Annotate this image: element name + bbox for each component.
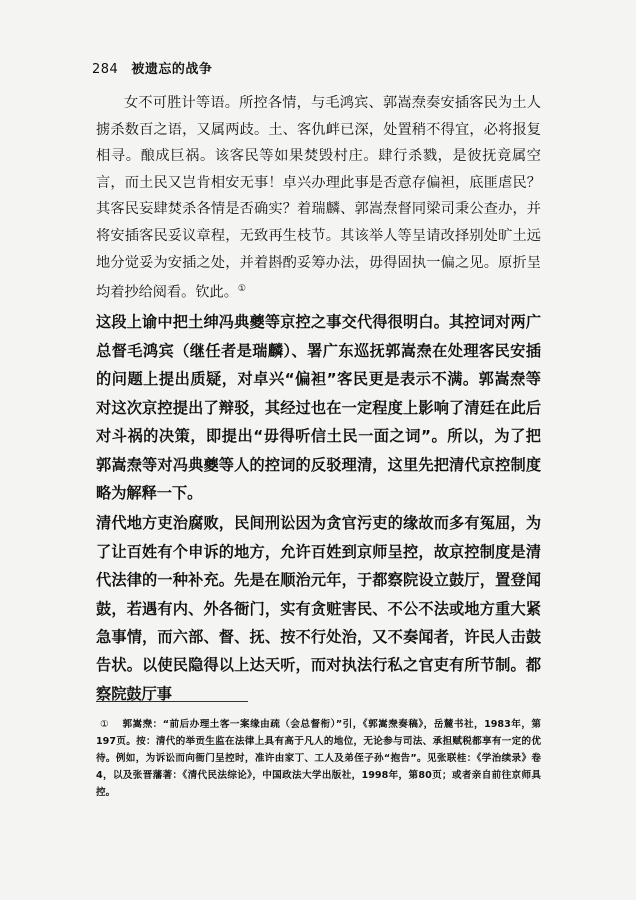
page-number: 284 bbox=[92, 62, 119, 77]
footnote bbox=[96, 716, 541, 801]
quotation-paragraph bbox=[96, 90, 541, 306]
running-header bbox=[92, 58, 212, 77]
body-paragraph-2: 清代地方吏治腐败，民间刑讼因为贪官污吏的缘故而多有冤屈，为了让百姓有个申诉的地方，允许百姓到京师呈控，故京控制度是清代法律的一种补充。先是在顺治元年，于都察院设立鼓厅，置登闻鼓，若遇有内、外各衙门，实有贪赃害民、不公不法或地方重大紧急事情，而六部、督、抚、按不行处治，又不奏闻者，许民人击鼓告状。以使民隐得以上达天听，而对执法行私之官吏有所节制。都察院鼓厅事 bbox=[96, 514, 541, 703]
quotation-text: 女不可胜计等语。所控各情，与毛鸿宾、郭嵩焘奏安插客民为土人掳杀数百之语，又属两歧。土、客仇衅已深，处置稍不得宜，必将报复相寻。酿成巨祸。该客民等如果焚毁村庄。肆行杀戮，是彼抚竟属空言，而土民又岂肯相安无事！卓兴办理此事是否意存偏袒，底匪虐民？其客民妄肆焚杀各情是否确实？着瑞麟、郭嵩焘督同梁司秉公查办，并将安插客民妥议章程，无致再生枝节。其该举人等呈请改择别处旷土远地分觉妥为安插之处，并着斟酌妥筹办法，毋得固执一偏之见。原折呈均着抄给阅看。钦此。 bbox=[96, 95, 541, 301]
footnote-text: 郭嵩焘：“前后办理土客一案缘由疏（会总督衔）”引，《郭嵩焘奏稿》，岳麓书社，1983年，第197页。按：清代的举贡生监在法律上具有高于凡人的地位，无论参与司法、承担赋税都享有一定的优待。例如，为诉讼而向衙门呈控时，准许由家丁、工人及弟侄子孙“抱告”。见张联桂：《学治续录》卷4，以及张晋藩著：《清代民法综论》，中国政法大学出版社，1998年，第80页；或者亲自前往京师具控。 bbox=[96, 719, 541, 798]
page-body bbox=[96, 90, 541, 708]
edict-quotation bbox=[96, 90, 541, 306]
book-title: 被遗忘的战争 bbox=[131, 62, 213, 77]
body-paragraph-1: 这段上谕中把土绅冯典夔等京控之事交代得很明白。其控词对两广总督毛鸿宾（继任者是瑞麟）、署广东巡抚郭嵩焘在处理客民安插的问题上提出质疑，对卓兴“偏袒”客民更是表示不满。郭嵩焘等对这次京控提出了辩驳，其经过也在一定程度上影响了清廷在此后对斗祸的决策，即提出“毋得听信土民一面之词”。所以，为了把郭嵩焘等对冯典夔等人的控词的反驳理清，这里先把清代京控制度略为解释一下。 bbox=[96, 313, 541, 502]
footnote-reference[interactable]: ① bbox=[237, 284, 246, 295]
footnote-divider bbox=[96, 701, 248, 702]
footnote-number: ① bbox=[100, 719, 109, 730]
main-text bbox=[96, 308, 541, 708]
